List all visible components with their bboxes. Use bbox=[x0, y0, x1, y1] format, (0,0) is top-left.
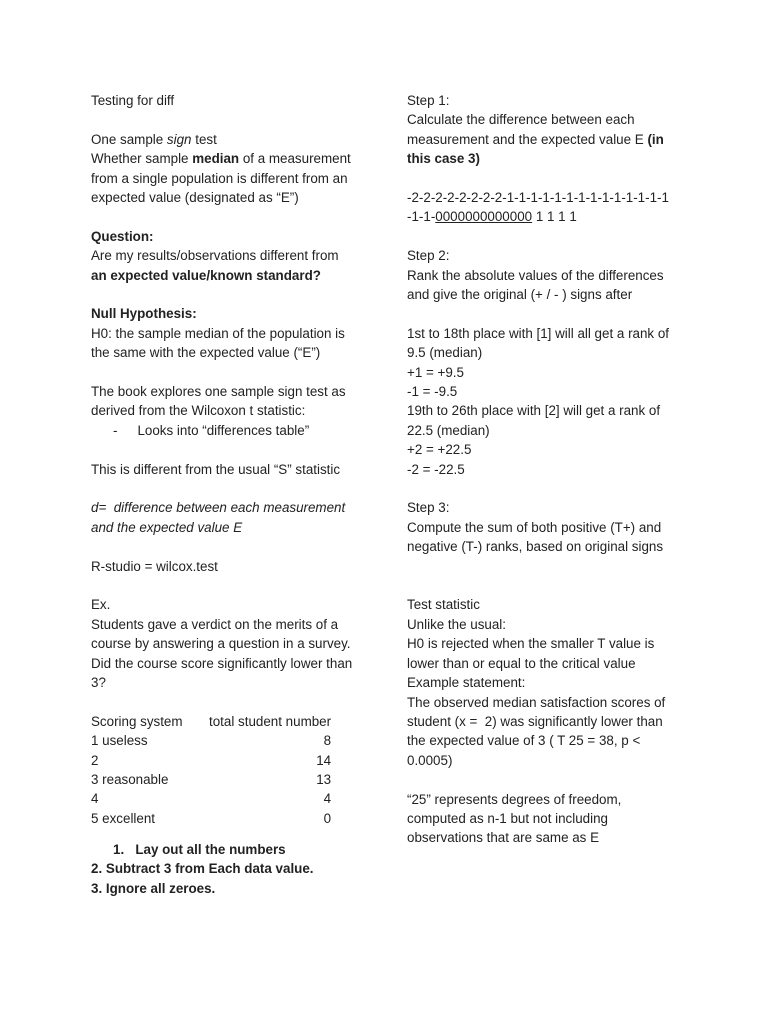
table-row bbox=[91, 751, 331, 770]
spacer bbox=[407, 557, 697, 576]
scoring-table bbox=[91, 712, 331, 828]
rank-line-7: +2 = +22.5 bbox=[407, 442, 472, 458]
question-heading bbox=[91, 227, 381, 246]
table-row bbox=[91, 770, 331, 789]
differences-zeros: 0000000000000 bbox=[435, 209, 533, 225]
row-label: 3 reasonable bbox=[91, 772, 169, 788]
step2-line-2: and give the original (+ / - ) signs after bbox=[407, 287, 633, 303]
step1-line-1: Calculate the difference between each bbox=[407, 112, 635, 128]
d-definition-line-2 bbox=[91, 518, 381, 537]
example-line-3: Did the course score significantly lower than bbox=[91, 655, 353, 671]
whether-suffix: of a measurement bbox=[239, 151, 351, 167]
df-line-2: computed as n-1 but not including bbox=[407, 810, 608, 826]
doc-title: Testing for diff bbox=[91, 93, 175, 108]
spacer bbox=[91, 363, 381, 382]
example-line-4: 3? bbox=[91, 675, 106, 691]
spacer bbox=[91, 110, 381, 129]
differences-line-2 bbox=[407, 207, 697, 226]
step1-heading: Step 1: bbox=[407, 93, 450, 108]
one-sample-heading bbox=[91, 130, 381, 149]
rank-line-6: 22.5 (median) bbox=[407, 422, 490, 438]
table-row bbox=[91, 809, 331, 828]
question-line-2-text: an expected value/known standard? bbox=[91, 267, 321, 283]
book-line-2: derived from the Wilcoxon t statistic: bbox=[91, 403, 306, 419]
test-line-7: the expected value of 3 ( T 25 = 38, p < bbox=[407, 733, 641, 749]
bullet-text: Looks into “differences table” bbox=[137, 422, 310, 438]
test-line-8: 0.0005) bbox=[407, 752, 453, 768]
step3-heading: Step 3: bbox=[407, 500, 450, 516]
row-label: 4 bbox=[91, 791, 99, 807]
whether-line-1 bbox=[91, 149, 381, 168]
table-row bbox=[91, 789, 331, 808]
book-line-1: The book explores one sample sign test as bbox=[91, 384, 346, 400]
null-line-1: H0: the sample median of the population is bbox=[91, 325, 345, 341]
whether-line-3: expected value (designated as “E”) bbox=[91, 190, 299, 206]
null-hypothesis-heading bbox=[91, 304, 381, 323]
row-count: 14 bbox=[316, 752, 332, 768]
spacer bbox=[91, 479, 381, 498]
test-line-5: The observed median satisfaction scores of bbox=[407, 694, 666, 710]
df-line-3: observations that are same as E bbox=[407, 830, 600, 846]
one-sample-suffix: test bbox=[191, 131, 217, 147]
right-column bbox=[407, 91, 697, 848]
example-line-1: Students gave a verdict on the merits of a bbox=[91, 616, 339, 632]
rstudio-line: R-studio = wilcox.test bbox=[91, 558, 218, 574]
spacer bbox=[407, 169, 697, 188]
spacer bbox=[91, 576, 381, 595]
step1-line-2-prefix: measurement and the expected value E bbox=[407, 131, 648, 147]
row-label: 1 useless bbox=[91, 733, 148, 749]
test-line-2: H0 is rejected when the smaller T value is bbox=[407, 636, 655, 652]
question-heading-text: Question: bbox=[91, 228, 154, 244]
rank-line-4: -1 = -9.5 bbox=[407, 384, 458, 400]
step2-heading: Step 2: bbox=[407, 248, 450, 264]
row-count: 8 bbox=[323, 733, 332, 749]
spacer bbox=[91, 207, 381, 226]
differences-line-1: -2-2-2-2-2-2-2-2-1-1-1-1-1-1-1-1-1-1-1-1-1-1 bbox=[407, 190, 669, 206]
step3-line-2: negative (T-) ranks, based on original signs bbox=[407, 539, 664, 555]
header-total-students: total student number bbox=[209, 713, 332, 729]
numbered-steps bbox=[91, 840, 491, 898]
differences-suffix: 1 1 1 1 bbox=[532, 209, 577, 225]
row-count: 4 bbox=[323, 791, 332, 807]
step2-line-1: Rank the absolute values of the differences bbox=[407, 267, 664, 283]
example-line-2: course by answering a question in a survey. bbox=[91, 636, 351, 652]
spacer bbox=[407, 576, 697, 595]
one-sample-prefix: One sample bbox=[91, 131, 167, 147]
test-line-1: Unlike the usual: bbox=[407, 616, 506, 632]
test-line-6: student (x = 2) was significantly lower than bbox=[407, 713, 663, 729]
rank-line-5: 19th to 26th place with [2] will get a rank of bbox=[407, 403, 661, 419]
spacer bbox=[91, 285, 381, 304]
spacer bbox=[91, 692, 381, 711]
row-label: 5 excellent bbox=[91, 810, 156, 826]
numbered-item-3: 3. Ignore all zeroes. bbox=[91, 880, 216, 896]
book-bullet bbox=[91, 421, 381, 440]
numbered-item-1: 1. Lay out all the numbers bbox=[113, 842, 286, 857]
one-sample-sign-word: sign bbox=[166, 131, 192, 147]
null-line-2: the same with the expected value (“E”) bbox=[91, 345, 321, 361]
test-statistic-heading: Test statistic bbox=[407, 597, 480, 613]
test-line-3: lower than or equal to the critical value bbox=[407, 655, 636, 671]
whether-line-2: from a single population is different from an bbox=[91, 170, 348, 186]
rank-line-8: -2 = -22.5 bbox=[407, 461, 465, 477]
header-scoring-system: Scoring system bbox=[91, 713, 183, 729]
rank-line-3: +1 = +9.5 bbox=[407, 364, 464, 380]
row-count: 13 bbox=[316, 772, 332, 788]
step1-line-2-bold: (in bbox=[647, 131, 664, 147]
spacer bbox=[407, 770, 697, 789]
rank-line-2: 9.5 (median) bbox=[407, 345, 483, 361]
spacer bbox=[407, 479, 697, 498]
test-line-4: Example statement: bbox=[407, 675, 526, 691]
spacer bbox=[91, 440, 381, 459]
whether-median-word: median bbox=[192, 151, 240, 167]
example-label: Ex. bbox=[91, 597, 111, 613]
spacer bbox=[91, 537, 381, 556]
d-definition-text-2: and the expected value E bbox=[91, 519, 243, 535]
step1-line-3-bold: this case 3) bbox=[407, 151, 480, 167]
numbered-item-2: 2. Subtract 3 from Each data value. bbox=[91, 861, 314, 877]
row-label: 2 bbox=[91, 752, 99, 768]
question-line-2 bbox=[91, 266, 381, 285]
d-definition-line-1 bbox=[91, 498, 381, 517]
question-line-1: Are my results/observations different from bbox=[91, 248, 339, 264]
row-count: 0 bbox=[323, 810, 332, 826]
step1-line-3 bbox=[407, 149, 697, 168]
d-definition-text-1: d= difference between each measurement bbox=[91, 500, 346, 516]
spacer bbox=[407, 304, 697, 323]
rank-line-1: 1st to 18th place with [1] will all get a rank of bbox=[407, 325, 670, 341]
different-line: This is different from the usual “S” statistic bbox=[91, 461, 341, 477]
left-column bbox=[91, 91, 381, 828]
table-row bbox=[91, 731, 331, 750]
step1-line-2 bbox=[407, 130, 697, 149]
differences-prefix: -1-1- bbox=[407, 209, 436, 225]
null-hypothesis-heading-text: Null Hypothesis: bbox=[91, 306, 197, 322]
whether-prefix: Whether sample bbox=[91, 151, 193, 167]
bullet-dash: - bbox=[113, 422, 118, 438]
df-line-1: “25” represents degrees of freedom, bbox=[407, 791, 622, 807]
scoring-table-header bbox=[91, 712, 331, 731]
step3-line-1: Compute the sum of both positive (T+) and bbox=[407, 519, 662, 535]
spacer bbox=[407, 227, 697, 246]
